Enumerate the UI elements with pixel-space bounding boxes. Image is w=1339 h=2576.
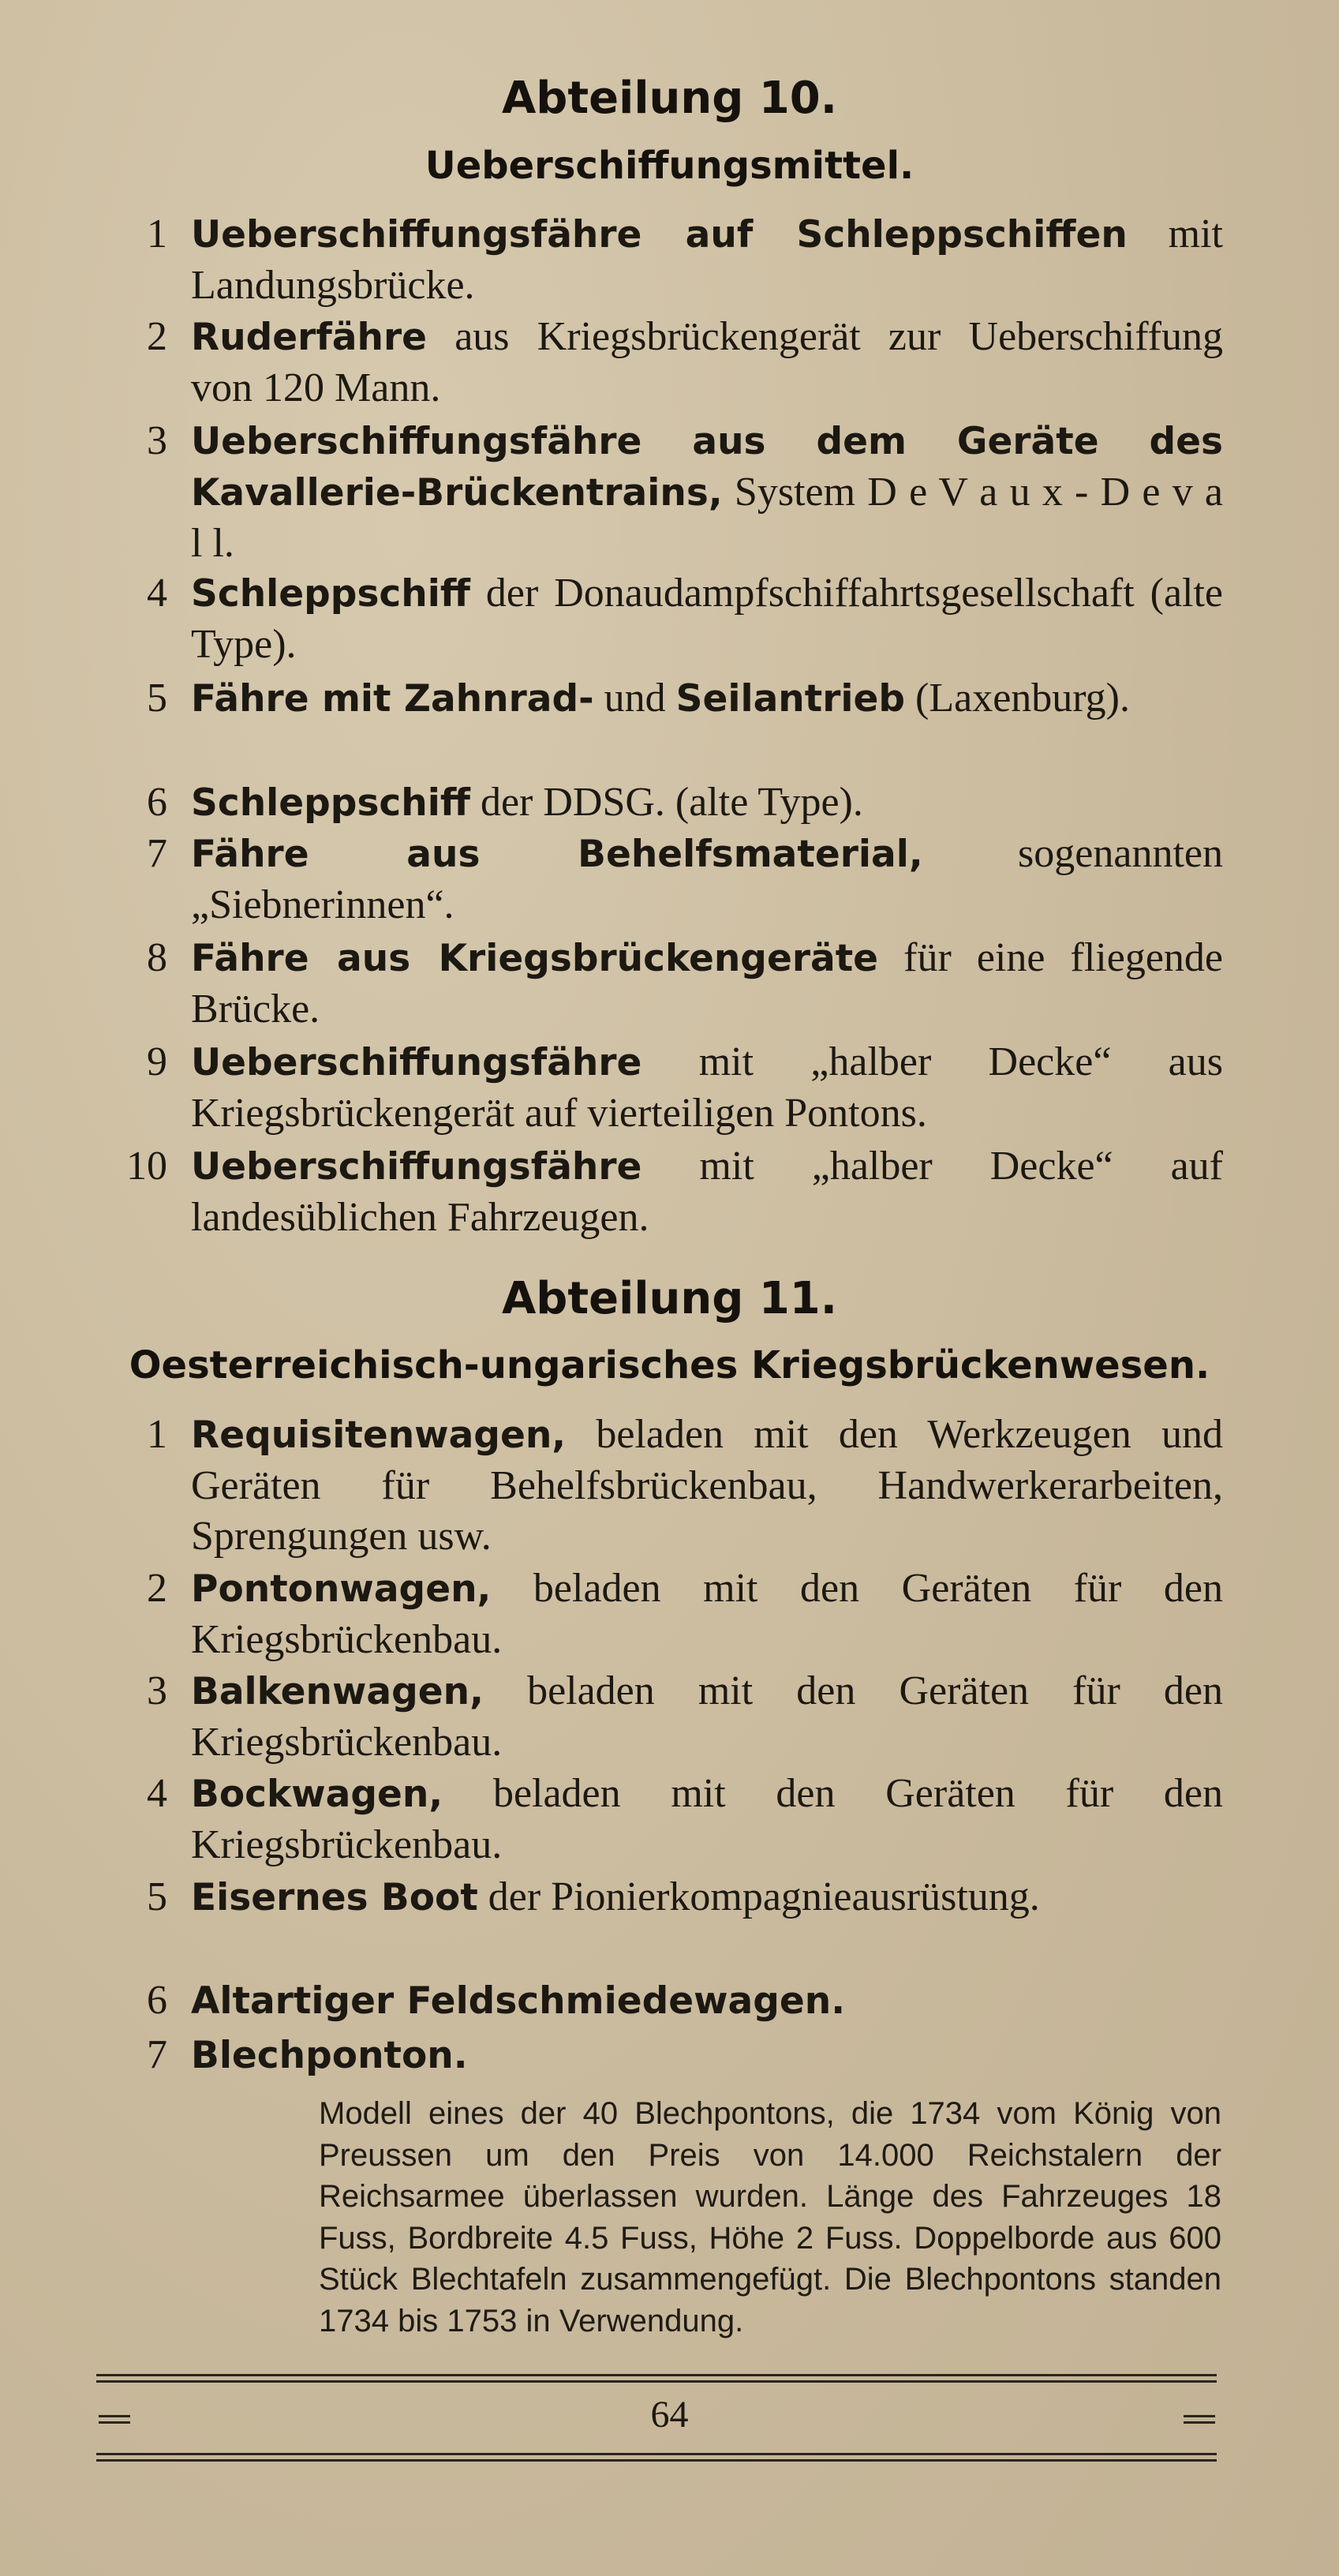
- item-text: [191, 1666, 1223, 1768]
- item-description: System D e V a u x - D e v a l l.: [191, 470, 1223, 566]
- item-description: der Pionierkompagnieausrüstung.: [477, 1874, 1040, 1919]
- item-text: [191, 312, 1223, 414]
- item-description-secondary: (Laxenburg).: [905, 676, 1130, 721]
- item-text: [191, 1410, 1223, 1562]
- item-description: beladen mit den Geräten für den Kriegsbrückenbau.: [191, 1771, 1223, 1867]
- section-11-heading: Abteilung 11.: [501, 1273, 838, 1324]
- item-title: Ueberschiffungsfähre: [191, 1145, 642, 1189]
- item-text: [191, 1975, 1223, 2027]
- item-number: 7: [147, 2032, 167, 2077]
- item-title: Ueberschiffungsfähre aus dem Geräte des Kavallerie-Brückentrains,: [191, 420, 1223, 515]
- item-description: sogenannten „Siebnerinnen“.: [191, 831, 1223, 927]
- page-number: 64: [650, 2394, 689, 2436]
- item-description: beladen mit den Werkzeugen und Geräten für Behelfsbrückenbau, Handwerkerarbeiten, Sprengungen usw.: [191, 1412, 1223, 1559]
- item-text: [191, 777, 1223, 829]
- footer-rule-top: [96, 2374, 1217, 2376]
- item-text: [191, 829, 1223, 930]
- footer-rule-bottom: [96, 2453, 1217, 2455]
- item-number: 1: [147, 1412, 167, 1457]
- footer-rule-bottom-double: [96, 2459, 1217, 2462]
- item-title: Schleppschiff: [191, 572, 470, 616]
- item-description: mit Landungsbrücke.: [191, 212, 1224, 308]
- item-text: [191, 1872, 1223, 1923]
- item-number: 4: [147, 571, 167, 616]
- item-title: Fähre mit Zahnrad-: [191, 677, 594, 721]
- item-title: Requisitenwagen,: [191, 1413, 567, 1457]
- item-text: [191, 568, 1223, 670]
- item-title: Ueberschiffungsfähre auf Schleppschiffen: [191, 213, 1128, 256]
- item-number: 2: [147, 314, 167, 359]
- item-description: der Donaudampfschiffahrtsgesellschaft (alte Type).: [191, 571, 1223, 667]
- item-number: 6: [147, 780, 167, 825]
- item-title: Pontonwagen,: [191, 1567, 492, 1611]
- item-title: Ruderfähre: [191, 316, 428, 359]
- item-title-secondary: Seilantrieb: [675, 677, 906, 721]
- item-description: und: [593, 676, 676, 721]
- item-title: Altartiger Feldschmiedewagen.: [191, 1979, 846, 2023]
- item-title: Fähre aus Behelfsmaterial,: [191, 833, 923, 876]
- item-text: [191, 416, 1223, 569]
- item-number: 5: [147, 676, 167, 721]
- item-title: Bockwagen,: [191, 1773, 443, 1816]
- item-description: für eine fliegende Brücke.: [191, 935, 1223, 1032]
- item-text: [191, 2030, 1223, 2081]
- section-11-subheading: Oesterreichisch-ungarisches Kriegsbrückenwesen.: [129, 1343, 1210, 1387]
- item-description: mit „halber Decke“ aus Kriegsbrückengerät auf vierteiligen Pontons.: [191, 1039, 1223, 1136]
- item-text: [191, 673, 1223, 724]
- item-text: [191, 933, 1223, 1035]
- item-number: 10: [126, 1144, 167, 1189]
- item-title: Fähre aus Kriegsbrückengeräte: [191, 937, 879, 980]
- item-title: Balkenwagen,: [191, 1670, 484, 1713]
- item-title: Schleppschiff: [191, 781, 470, 825]
- item-number: 2: [147, 1566, 167, 1611]
- footer-rule-top-double: [96, 2380, 1217, 2383]
- item-number: 1: [147, 212, 167, 256]
- section-10-subheading: Ueberschiffungsmittel.: [425, 144, 914, 188]
- item-number: 3: [147, 418, 167, 463]
- item-number: 9: [147, 1039, 167, 1084]
- item-title: Ueberschiffungsfähre: [191, 1041, 642, 1084]
- item-description: beladen mit den Geräten für den Kriegsbrückenbau.: [191, 1668, 1223, 1765]
- item-note: Modell eines der 40 Blechpontons, die 1734 vom König von Preussen um den Preis von 14.000 Reichstalern der Reichsarmee überlassen wurden. Länge des Fahrzeuges 18 Fuss, Bordbreite 4.5 Fuss, Höhe 2 Fuss. Doppelborde aus 600 Stück Blechtafeln zusammengefügt. Die Blechpontons standen 1734 bis 1753 in Verwendung.: [319, 2096, 1221, 2338]
- item-description: beladen mit den Geräten für den Kriegsbrückenbau.: [191, 1566, 1223, 1662]
- item-description: der DDSG. (alte Type).: [469, 780, 863, 825]
- item-number: 3: [147, 1668, 167, 1713]
- item-text: [191, 1037, 1223, 1139]
- item-description: mit „halber Decke“ auf landesüblichen Fahrzeugen.: [191, 1144, 1223, 1240]
- item-number: 8: [147, 935, 167, 980]
- item-text: [191, 209, 1223, 311]
- section-10-heading: Abteilung 10.: [501, 73, 838, 124]
- item-title: Eisernes Boot: [191, 1876, 478, 1919]
- item-title: Blechponton.: [191, 2034, 468, 2077]
- item-number: 7: [147, 831, 167, 876]
- item-text: [191, 1769, 1223, 1870]
- item-description: aus Kriegsbrückengerät zur Ueberschiffung von 120 Mann.: [191, 314, 1223, 410]
- item-number: 5: [147, 1874, 167, 1919]
- item-number: 4: [147, 1771, 167, 1816]
- item-text: [191, 1563, 1223, 1665]
- item-text: [191, 1141, 1223, 1243]
- item-number: 6: [147, 1978, 167, 2023]
